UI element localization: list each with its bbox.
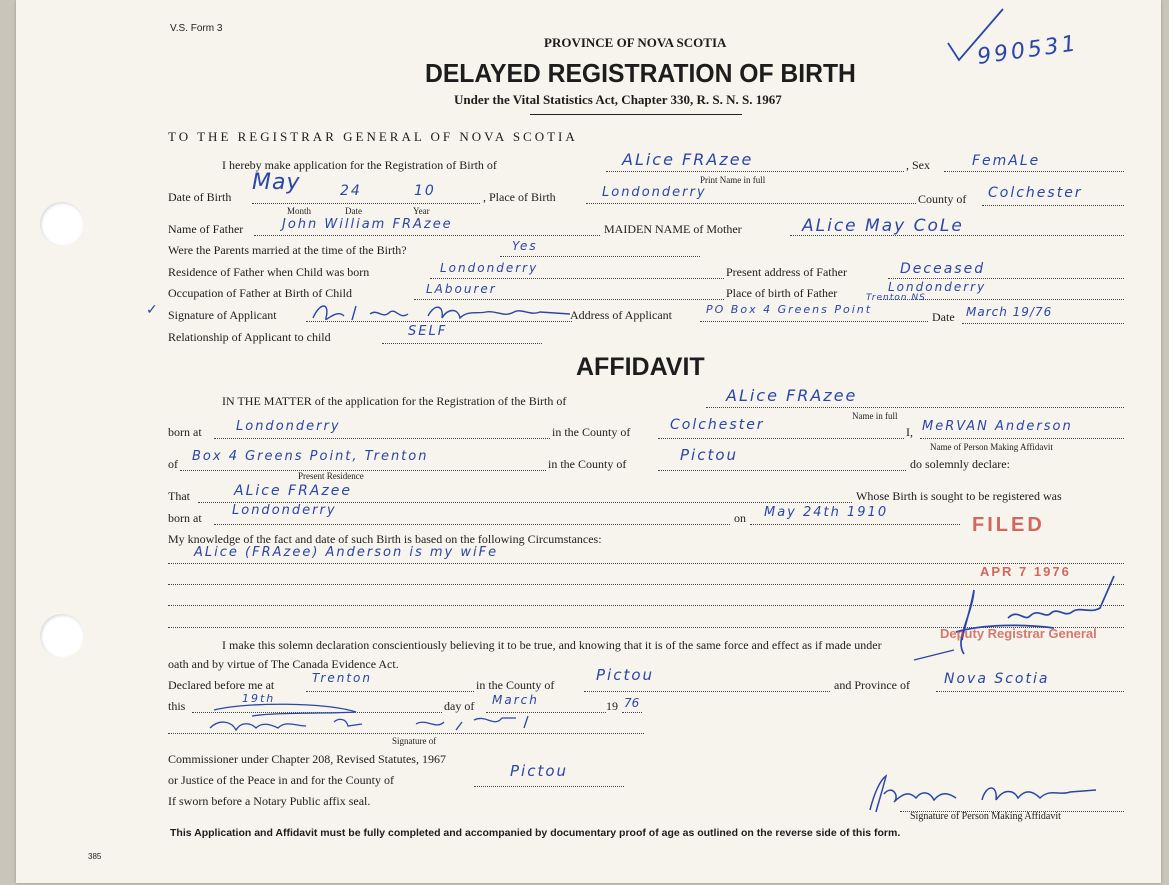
matter-label: IN THE MATTER of the application for the Registration of the Birth of: [222, 394, 567, 408]
notary-label: If sworn before a Notary Public affix seal.: [168, 794, 371, 808]
declare-label: do solemnly declare:: [910, 457, 1010, 471]
residence-caption: Present Residence: [298, 471, 364, 481]
dob-label: Date of Birth: [168, 190, 232, 204]
father-birthplace-label: Place of birth of Father: [726, 286, 838, 300]
of-label: of: [168, 457, 178, 471]
year-prefix: 19: [606, 699, 618, 713]
born-at-label-2: born at: [168, 511, 202, 525]
affiant-signature: [864, 770, 1104, 814]
name-caption: Name in full: [852, 411, 898, 421]
father-label: Name of Father: [168, 222, 244, 236]
sex-value: FemALe: [972, 153, 1041, 169]
occupation-value: LAbourer: [426, 282, 497, 296]
punch-hole-top: [40, 202, 84, 246]
filed-stamp: FILED: [972, 514, 1045, 536]
justice-county-value: Pictou: [510, 762, 569, 780]
county-value: Colchester: [988, 185, 1083, 201]
file-number: 990531: [975, 31, 1081, 70]
applicant-address-value: PO Box 4 Greens Point: [706, 303, 873, 316]
whose-birth-label: Whose Birth is sought to be registered was: [856, 489, 1062, 503]
page-title: DELAYED REGISTRATION OF BIRTH: [425, 58, 856, 88]
mother-label: MAIDEN NAME of Mother: [604, 222, 742, 236]
declaration-line-2: oath and by virtue of The Canada Evidence Act.: [168, 657, 399, 671]
married-value: Yes: [512, 239, 538, 253]
justice-label: or Justice of the Peace in and for the County of: [168, 773, 394, 787]
place-value: Londonderry: [602, 185, 707, 200]
county2-value: Pictou: [680, 446, 739, 464]
year-caption: Year: [413, 206, 430, 216]
form-code: V.S. Form 3: [170, 23, 223, 34]
knowledge-label: My knowledge of the fact and date of such Birth is based on the following Circumstances:: [168, 532, 602, 546]
dob-day-value: 24: [340, 183, 362, 199]
born-at-label: born at: [168, 425, 202, 439]
province-value: Nova Scotia: [944, 671, 1050, 687]
filed-date-stamp: APR 7 1976: [980, 564, 1071, 579]
affidavit-county-value: Colchester: [670, 417, 765, 433]
father-residence-value: Londonderry: [440, 261, 539, 275]
that-name-value: ALice FRAzee: [234, 483, 352, 499]
signature-of-caption: Signature of: [392, 736, 437, 746]
this-label: this: [168, 699, 186, 713]
dob-month-value: May: [252, 170, 301, 195]
print-name-caption: Print Name in full: [700, 175, 766, 185]
sex-label: , Sex: [906, 158, 930, 172]
relationship-value: SELF: [408, 324, 448, 339]
province-heading: PROVINCE OF NOVA SCOTIA: [544, 35, 727, 50]
father-birthplace-value: Londonderry: [888, 280, 987, 294]
footer-note: This Application and Affidavit must be fully completed and accompanied by documentary proof of age as outlined on the reverse side of this form.: [170, 827, 901, 839]
commissioner-signature: [206, 700, 556, 736]
county-label-3: in the County of: [548, 457, 627, 471]
county-label-2: in the County of: [552, 425, 631, 439]
county-label: County of: [918, 192, 967, 206]
applicant-address-extra: Trenton NS: [866, 293, 926, 303]
date-label: Date: [932, 310, 955, 324]
on-date-value: May 24th 1910: [764, 505, 889, 520]
check-mark: ✓: [146, 303, 158, 318]
intro-label: I hereby make application for the Registration of Birth of: [222, 158, 497, 172]
date-value: March 19/76: [966, 305, 1053, 319]
child-name-value: ALice FRAzee: [622, 150, 754, 169]
affiant-value: MeRVAN Anderson: [922, 419, 1073, 434]
married-label: Were the Parents married at the time of the Birth?: [168, 243, 407, 257]
month-caption: Month: [287, 206, 312, 216]
place-label: , Place of Birth: [483, 190, 556, 204]
that-label: That: [168, 489, 190, 503]
declared-label: Declared before me at: [168, 678, 275, 692]
registrar-role-stamp: Deputy Registrar General: [940, 626, 1097, 641]
subtitle: Under the Vital Statistics Act, Chapter 330, R. S. N. S. 1967: [454, 92, 782, 107]
year-suffix: 76: [624, 696, 640, 710]
relationship-label: Relationship of Applicant to child: [168, 330, 331, 344]
affidavit-heading: AFFIDAVIT: [576, 353, 705, 381]
i-label: I,: [906, 425, 913, 439]
commissioner-label: Commissioner under Chapter 208, Revised Statutes, 1967: [168, 752, 446, 766]
county3-value: Pictou: [596, 666, 655, 684]
title-rule: [530, 114, 742, 115]
dob-year-value: 10: [414, 183, 436, 199]
day-value: 19th: [242, 692, 276, 705]
father-address-label: Present address of Father: [726, 265, 847, 279]
father-residence-label: Residence of Father when Child was born: [168, 265, 370, 279]
affiant-signature-caption: Signature of Person Making Affidavit: [910, 811, 1061, 822]
affidavit-name-value: ALice FRAzee: [726, 386, 858, 405]
footer-code: 385: [88, 852, 102, 861]
declaration-line-1: I make this solemn declaration conscientiously believing it to be true, and knowing that it is of the same force and effect as if made under: [222, 638, 882, 652]
province-label: and Province of: [834, 678, 910, 692]
applicant-address-label: Address of Applicant: [570, 308, 672, 322]
punch-hole-bottom: [40, 614, 84, 658]
addressee: TO THE REGISTRAR GENERAL OF NOVA SCOTIA: [168, 129, 578, 144]
mother-value: ALice May CoLe: [802, 216, 964, 236]
signature-label: Signature of Applicant: [168, 308, 277, 322]
month-value: March: [492, 693, 539, 707]
file-check-mark: [945, 5, 1005, 65]
circumstance-value: ALice (FRAzee) Anderson is my wiFe: [194, 545, 499, 560]
father-address-value: Deceased: [900, 261, 986, 277]
registrar-signature: [904, 568, 1124, 664]
declared-at-value: Trenton: [312, 671, 372, 685]
affiant-caption: Name of Person Making Affidavit: [930, 442, 1053, 452]
born-at-value: Londonderry: [236, 419, 341, 434]
born-at2-value: Londonderry: [232, 503, 337, 518]
on-label: on: [734, 511, 746, 525]
father-value: John William FRAzee: [282, 217, 453, 232]
county-label-4: in the County of: [476, 678, 555, 692]
residence-value: Box 4 Greens Point, Trenton: [192, 449, 429, 464]
occupation-label: Occupation of Father at Birth of Child: [168, 286, 352, 300]
day-of-label: day of: [444, 699, 475, 713]
date-caption: Date: [345, 206, 362, 216]
